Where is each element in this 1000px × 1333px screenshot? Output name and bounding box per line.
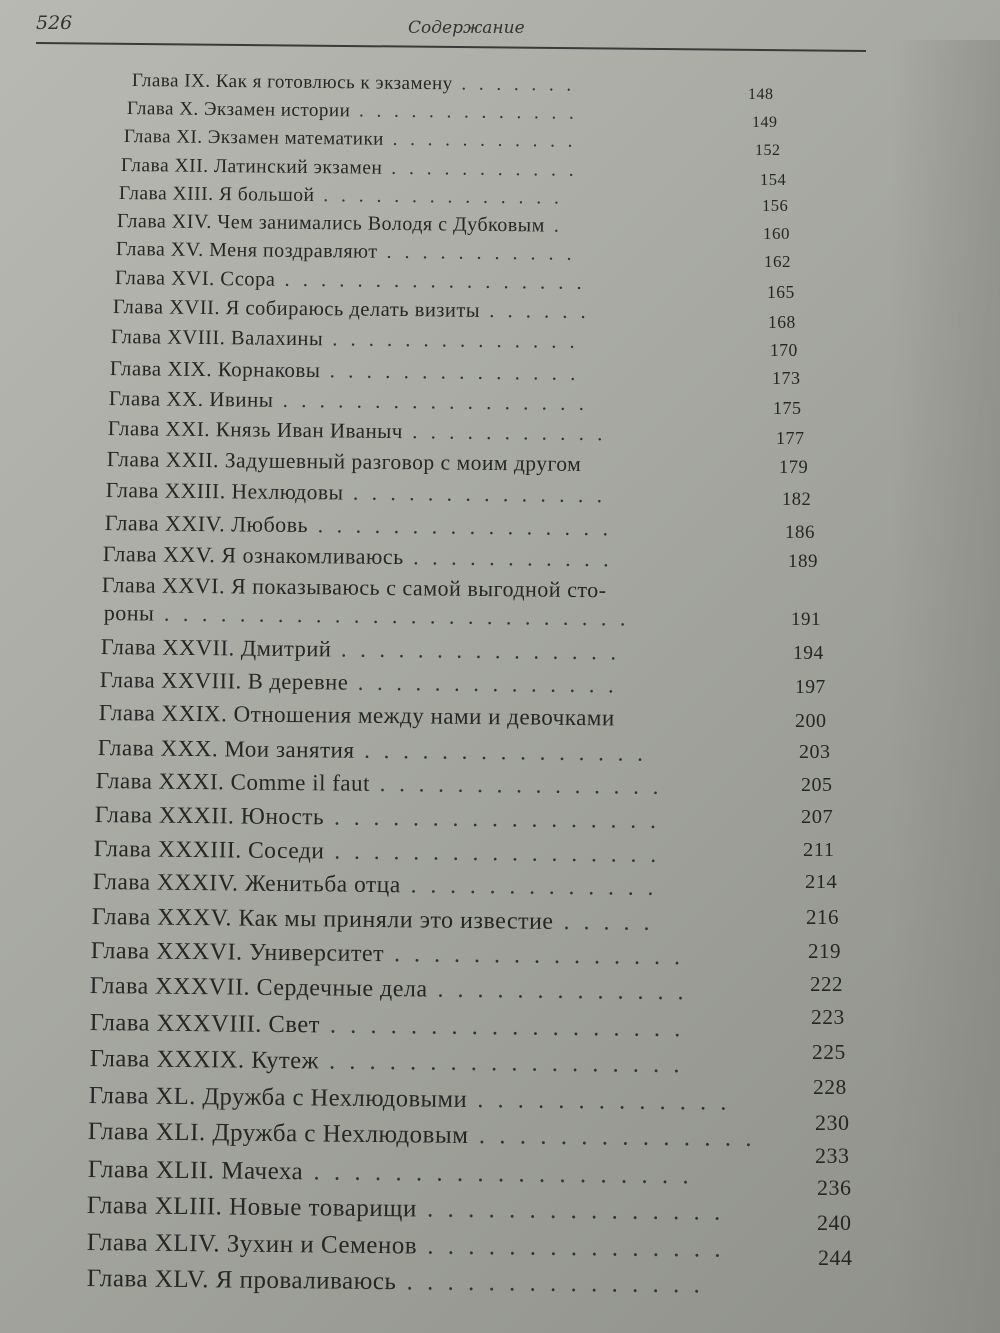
- toc-entry-leader-dots: . . . . . . . . . . . . . . . . . .: [319, 1011, 685, 1043]
- toc-entry-title: Глава XXVII. Дмитрий: [100, 634, 332, 662]
- toc-entry-page-number: 168: [768, 312, 796, 332]
- toc-entry: [88, 1156, 693, 1196]
- toc-entry-title: Глава XXXIX. Кутеж: [89, 1045, 320, 1075]
- toc-entry-page-number: 222: [810, 972, 843, 996]
- toc-entry-page-number: 233: [815, 1143, 850, 1168]
- toc-entry-title: Глава XXX. Мои занятия: [97, 735, 355, 763]
- toc-entry-title: Глава XIX. Корнаковы: [109, 356, 321, 383]
- toc-entry-leader-dots: . . . . . . . . . . . . .: [400, 872, 658, 901]
- toc-entry-leader-dots: . . . . . . . . . . . . . .: [343, 480, 607, 508]
- toc-entry-page-number: 156: [762, 196, 789, 215]
- toc-entry-leader-dots: . . . . . . . . . . . . . . .: [383, 941, 685, 971]
- toc-entry-leader-dots: . . . . . . . . . . . . .: [427, 976, 688, 1006]
- toc-entry-leader-dots: . . . . . . . . . . . . . . . .: [308, 512, 613, 541]
- toc-entry-title: Глава XVI. Ссора: [114, 267, 276, 291]
- toc-entry-leader-dots: . . . . . . . . . . . . . . .: [331, 636, 621, 665]
- toc-entry-page-number: 189: [788, 551, 818, 572]
- toc-entry-leader-dots: . . . . . . . . . . . . . .: [348, 669, 618, 698]
- toc-entry-leader-dots: . . . . . . . . . . . . . . . . . .: [318, 1047, 684, 1079]
- toc-entry-page-number: 244: [818, 1245, 853, 1270]
- toc-entry: [89, 1082, 731, 1123]
- toc-entry: [87, 1265, 704, 1305]
- toc-entry-leader-dots: . . . . . . . . . . . . . . .: [354, 737, 648, 766]
- page-number: 526: [36, 12, 73, 34]
- toc-entry-page-number: 203: [799, 741, 831, 763]
- toc-entry-page-number: 205: [801, 774, 833, 796]
- toc-entry-page-number: 236: [817, 1175, 852, 1200]
- toc-entry-title: Глава XLIV. Зухин и Семенов: [86, 1229, 418, 1260]
- toc-entry-page-number: 207: [801, 806, 834, 828]
- running-title: Содержание: [408, 18, 525, 38]
- toc-entry-title: Глава XLII. Мачеха: [87, 1156, 304, 1186]
- toc-entry-leader-dots: . . . . . . .: [452, 73, 576, 96]
- toc-entry-page-number: 225: [812, 1040, 846, 1064]
- toc-entry-leader-dots: . . . . . . . . . . . . . .: [314, 185, 564, 209]
- toc-entry-leader-dots: .: [544, 214, 563, 237]
- toc-entry-title: Глава XLIII. Новые товарищи: [86, 1192, 417, 1223]
- toc-entry-leader-dots: . . . . . . . . . . . . . . . . .: [275, 268, 586, 294]
- toc-entry-page-number: 152: [755, 142, 781, 159]
- toc-entry-leader-dots: . . . . . . . . . . . . . .: [323, 328, 579, 353]
- toc-entry-leader-dots: . . . . . . . . . . . . . . . . . . . . . . . . .: [154, 600, 630, 631]
- toc-entry-page-number: 170: [770, 340, 798, 360]
- toc-entry: [93, 869, 658, 909]
- toc-entry-leader-dots: . . . . . . . . . . .: [377, 240, 576, 265]
- toc-entry-page-number: 149: [752, 114, 778, 131]
- toc-entry-page-number: 230: [815, 1110, 850, 1135]
- toc-entry-title: Глава XIV. Чем занимались Володя с Дубковым: [116, 210, 545, 237]
- toc-entry-leader-dots: . . . . . . . . . . . . . . .: [416, 1232, 725, 1263]
- toc-entry-leader-dots: . . . . . . . . . . . . . . .: [396, 1268, 704, 1299]
- toc-entry-leader-dots: . . . . . . . . . . . . . .: [468, 1121, 756, 1152]
- toc-entry-page-number: 175: [773, 398, 802, 418]
- toc-entry-page-number: 211: [803, 839, 835, 861]
- toc-entry-leader-dots: . . . . . . . . . . . . . .: [320, 358, 580, 385]
- toc-entry-title: Глава XX. Ивины: [108, 386, 274, 412]
- toc-entry-title: Глава XXXI. Comme il faut: [95, 768, 371, 796]
- toc-entry-leader-dots: . . . . . . . . . . . . .: [467, 1085, 731, 1116]
- toc-entry-leader-dots: . . . . . . . . . . . . . . .: [369, 770, 663, 799]
- toc-entry-title: Глава XLV. Я проваливаюсь: [86, 1265, 397, 1296]
- toc-entry-leader-dots: . . . . . . . . . . . . . . . . .: [324, 838, 661, 868]
- toc-entry-title: Глава XXIII. Нехлюдовы: [105, 478, 344, 505]
- toc-entry-title: Глава XLI. Дружба с Нехлюдовым: [87, 1118, 469, 1149]
- toc-entry-title: Глава XVIII. Валахины: [110, 326, 324, 351]
- toc-entry-title: Глава IX. Как я готовлюсь к экзамену: [131, 70, 453, 95]
- toc-entry: [87, 1229, 725, 1270]
- toc-entry-title: Глава XXXVII. Сердечные дела: [89, 973, 428, 1003]
- toc-entry-title: Глава XXXV. Как мы приняли это известие: [91, 904, 554, 935]
- toc-entry-title: Глава XXII. Задушевный разговор с моим другом: [106, 447, 582, 476]
- toc-entry-page-number: 177: [776, 428, 805, 448]
- toc-entry-leader-dots: . . . . . . . . . . . . .: [350, 100, 578, 124]
- toc-entry-page-number: 223: [811, 1005, 845, 1029]
- toc-entry-title: Глава XXXIII. Соседи: [93, 836, 325, 865]
- toc-entry: [90, 1045, 684, 1085]
- toc-entry-page-number: 148: [748, 86, 774, 103]
- toc-entry: [90, 973, 688, 1013]
- toc-entry-leader-dots: . . . . . . . . . . . . . . . . .: [273, 387, 589, 416]
- toc-entry-title: Глава XXV. Я ознакомливаюсь: [102, 541, 404, 570]
- toc-entry-leader-dots: . . . . . .: [480, 299, 590, 323]
- toc-entry: [104, 600, 630, 640]
- toc-entry-leader-dots: . . . . . . . . . . . . . . . . . . .: [303, 1158, 693, 1190]
- toc-entry-page-number: 197: [795, 677, 826, 698]
- toc-entry-page-number: 200: [795, 710, 827, 732]
- toc-entry-leader-dots: . . . . . . . . . . .: [403, 544, 613, 572]
- toc-entry: [88, 1118, 756, 1159]
- toc-entry-page-number: 160: [763, 224, 790, 243]
- toc-entry-title: Глава XXVI. Я показываюсь с самой выгодной сто-: [101, 572, 607, 603]
- toc-entry: [90, 1009, 685, 1049]
- toc-entry-title: Глава XXVIII. В деревне: [99, 667, 349, 695]
- toc-entry-page-number: 194: [793, 643, 824, 664]
- toc-entry-page-number: 240: [817, 1210, 852, 1235]
- toc-entry-title: Глава XXXIV. Женитьба отца: [92, 869, 401, 899]
- toc-entry-leader-dots: . . . . . . . . . . . . . . . . .: [324, 804, 661, 834]
- toc-entry-title: Глава XVII. Я собираюсь делать визиты: [112, 296, 481, 322]
- toc-entry-page-number: 162: [764, 252, 791, 271]
- toc-entry-title: Глава XV. Меня поздравляют: [115, 238, 378, 263]
- toc-entry-leader-dots: . . . . . . . . . . .: [402, 419, 607, 446]
- toc-entry: [87, 1192, 725, 1233]
- toc-entry-page-number: 165: [767, 282, 795, 302]
- toc-entry-title: Глава XXIX. Отношения между нами и девочками: [98, 700, 615, 731]
- toc-entry-title: Глава XL. Дружба с Нехлюдовыми: [88, 1082, 468, 1113]
- toc-entry-page-number: 154: [760, 170, 787, 189]
- toc-entry-page-number: 228: [813, 1075, 847, 1099]
- toc-entry-page-number: 219: [808, 939, 841, 963]
- toc-entry-leader-dots: . . . . .: [553, 908, 654, 936]
- toc-entry-title: роны: [103, 600, 155, 626]
- toc-entry-page-number: 214: [805, 871, 838, 893]
- toc-entry-title: Глава XXI. Князь Иван Иваныч: [107, 416, 404, 444]
- toc-entry-title: Глава XXIV. Любовь: [104, 510, 309, 538]
- toc-entry-title: Глава XXXVIII. Свет: [89, 1009, 321, 1039]
- toc-entry-title: Глава X. Экзамен истории: [126, 98, 351, 122]
- toc-entry-leader-dots: . . . . . . . . . . .: [382, 157, 578, 181]
- toc-entry: [99, 700, 615, 739]
- toc-entry-title: Глава XXXVI. Университет: [90, 938, 385, 968]
- toc-entry-page-number: 182: [782, 490, 812, 510]
- toc-entry-page-number: 186: [785, 522, 815, 543]
- toc-entry-leader-dots: . . . . . . . . . . .: [383, 128, 577, 152]
- toc-entry-page-number: 179: [779, 458, 809, 478]
- toc-entry-page-number: 191: [791, 609, 821, 630]
- toc-entry-page-number: 216: [806, 905, 839, 929]
- toc-entry-title: Глава XII. Латинский экзамен: [120, 155, 383, 179]
- toc-entry-title: Глава XXXII. Юность: [94, 802, 325, 831]
- toc-entry-title: Глава XI. Экзамен математики: [123, 126, 385, 150]
- toc-entry-leader-dots: . . . . . . . . . . . . . . .: [416, 1195, 725, 1226]
- toc-entry-title: Глава XIII. Я большой: [118, 183, 315, 207]
- toc-entry: [91, 938, 685, 978]
- toc-entry-page-number: 173: [772, 368, 801, 388]
